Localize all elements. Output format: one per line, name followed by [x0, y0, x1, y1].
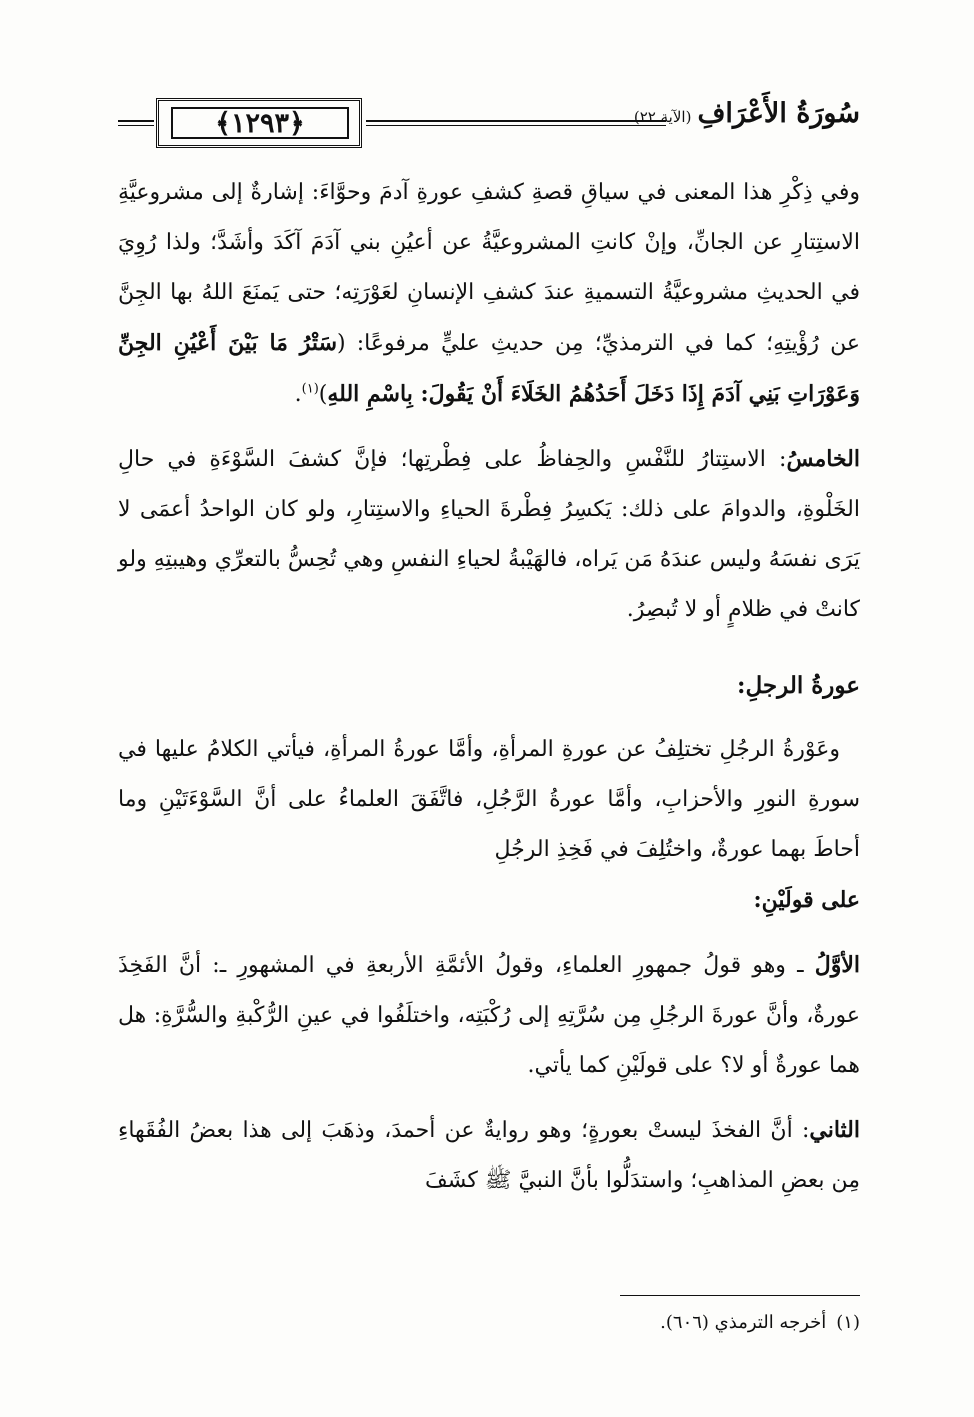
footnote-marker: (١) — [836, 1312, 860, 1333]
quote-close: ) — [318, 382, 328, 407]
footnote-rule — [620, 1295, 860, 1296]
paragraph-1-end: . — [294, 382, 302, 407]
footnote — [118, 1306, 860, 1340]
section-heading: عورةُ الرجلِ: — [737, 672, 860, 699]
ayah-label: (الآية ٢٢) — [633, 108, 692, 126]
running-title — [634, 98, 860, 129]
footnote-text: أخرجه الترمذي (٦٠٦). — [660, 1312, 827, 1333]
footnote-ref: (١) — [301, 381, 319, 397]
paragraph-3-text: وعَوْرةُ الرجُلِ تختلِفُ عن عورةِ المرأةِ، وأمَّا عورةُ المرأةِ، فيأتي الكلامُ عليها في سورةِ النورِ والأحزابِ، وأمَّا عورةُ الرَّجُلِ، فاتَّفَقَ العلماءُ على أنَّ السَّوْءَتَيْنِ وما أحاطَ بهما عورةٌ، واختُلِفَ في فَخِذِ الرجُلِ — [118, 737, 860, 862]
paragraph-5-text: : أنَّ الفخذَ ليستْ بعورةٍ؛ وهو روايةٌ عن أحمدَ، وذهَبَ إلى هذا بعضُ الفُقَهاءِ مِن بعضِ المذاهبِ؛ واستدَلُّوا بأنَّ النبيَّ ﷺ كشَفَ — [118, 1118, 860, 1193]
header-rule — [366, 125, 666, 126]
header-rule — [366, 120, 666, 122]
paragraph-5-lead: الثاني — [809, 1117, 860, 1143]
page-header — [118, 92, 860, 152]
header-rule — [118, 125, 154, 126]
page-number: ﴿١٢٩٣﴾ — [215, 107, 305, 139]
paragraph-3 — [118, 725, 860, 926]
paragraph-4-text: ـ وهو قولُ جمهورِ العلماءِ، وقولُ الأئمَّةِ الأربعةِ في المشهورِ ـ: أنَّ الفَخِذَ عورةٌ، وأنَّ عورةَ الرجُلِ مِن سُرَّتِهِ إلى رُكْبَتِه، واختلَفُوا في عينِ الرُّكْبةِ والسُّرَّةِ: هل هما عورةٌ أو لا؟ على قولَيْنِ كما يأتي. — [118, 953, 860, 1078]
paragraph-2-text: : الاستِتارُ للنَّفْسِ والحِفاظُ على فِطْرتِها؛ فإنَّ كشفَ السَّوْءَةِ في حالِ الخَلْوةِ، والدوامَ على ذلك: يَكسِرُ فِطْرةَ الحياءِ والاستِتارِ، ولو كان الواحدُ أعمَى لا يَرَى نفسَهُ وليس عندَهُ مَن يَراه، فالهَيْبةُ لحياءِ النفسِ وهي تُحِسُّ بالتعرِّي وهيبتِهِ ولو كانتْ في ظلامٍ أو لا تُبصِرُ. — [118, 447, 860, 622]
paragraph-2-lead: الخامسُ — [786, 446, 860, 472]
paragraph-1-text: وفي ذِكْرِ هذا المعنى في سياقِ قصةِ كشفِ عورةِ آدمَ وحوَّاءَ: إشارةٌ إلى مشروعيَّةِ الاستِتارِ عن الجانِّ، وإنْ كانتِ المشروعيَّةُ عن أعيُنِ بني آدَمَ آكَدَ وأشَدَّ؛ ولذا رُوِيَ في الحديثِ مشروعيَّةُ التسميةِ عندَ كشفِ الإنسانِ لعَوْرَتِه؛ حتى يَمنَعَ اللهُ بها الجِنَّ عن رُؤْيتِهِ؛ كما في الترمذيِّ؛ مِن حديثِ عليٍّ مرفوعًا: ( — [118, 180, 860, 356]
page-body — [118, 168, 860, 1206]
paragraph-1 — [118, 168, 860, 420]
paragraph-2 — [118, 434, 860, 635]
page-number-frame — [156, 98, 362, 148]
page-number-box — [171, 107, 349, 139]
surah-name: سُورَةُ الأَعْرَافِ — [697, 98, 860, 129]
hadith-quote: سَتْرُ مَا بَيْنَ أَعْيُنِ الجِنِّ وَعَوْرَاتِ بَنِي آدَمَ إِذَا دَخَلَ أَحَدُهُمُ الخَلَاءَ أَنْ يَقُولَ: بِاسْمِ اللهِ — [118, 330, 860, 407]
paragraph-4 — [118, 940, 860, 1091]
paragraph-4-lead: الأوَّلُ — [814, 952, 860, 978]
paragraph-5 — [118, 1105, 860, 1206]
paragraph-3-end: على قولَيْنِ: — [753, 887, 860, 913]
header-rule — [118, 120, 154, 122]
